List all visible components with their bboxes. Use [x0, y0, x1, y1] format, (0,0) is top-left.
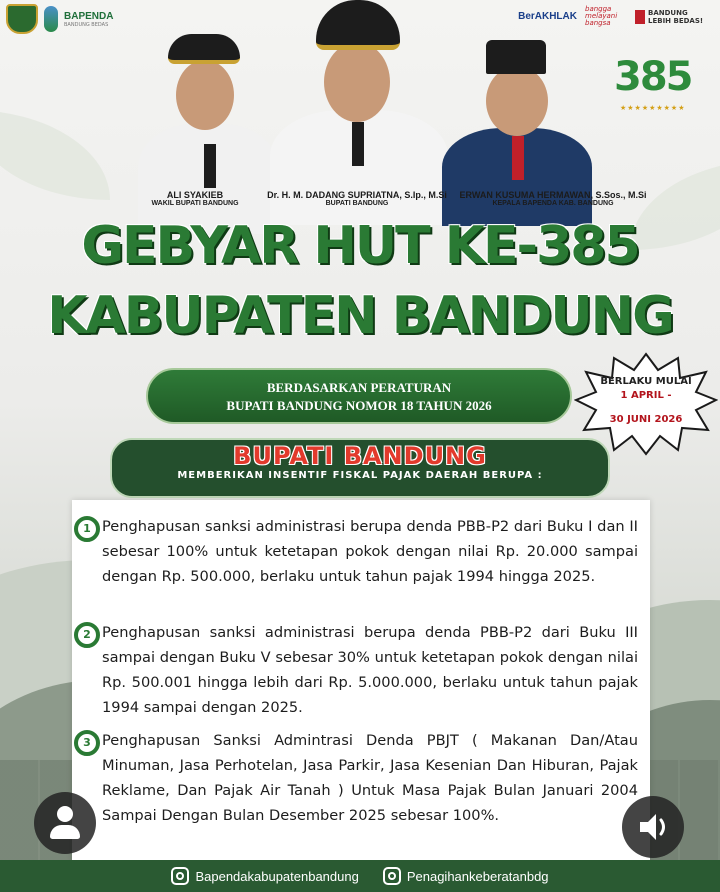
validity-end-date: 30 JUNI 2026	[609, 414, 683, 425]
user-icon	[57, 806, 73, 822]
item-number-badge: 1	[74, 516, 100, 542]
bandung-lebih-bedas-logo: BANDUNG LEBIH BEDAS!	[635, 9, 710, 25]
official-role: BUPATI BANDUNG	[325, 200, 389, 207]
social-handle: Bapendakabupatenbandung	[195, 868, 359, 884]
header-right-logos	[518, 6, 710, 27]
item-number-badge: 2	[74, 622, 100, 648]
anniversary-385-logo	[606, 46, 700, 116]
banner-subheading: MEMBERIKAN INSENTIF FISKAL PAJAK DAERAH BERUPA :	[177, 470, 543, 481]
validity-label: BERLAKU MULAI	[600, 376, 692, 387]
instagram-icon	[383, 867, 401, 885]
footer-bar	[0, 860, 720, 892]
incentive-item: Penghapusan sanksi administrasi berupa denda PBB-P2 dari Buku III sampai dengan Buku V sebesar 30% untuk ketetapan pokok dengan nilai Rp. 500.001 hingga lebih dari Rp. 5.000.000, berlaku untuk tahun pajak 1994 sampai dengan 2025.	[102, 624, 638, 716]
bapenda-tagline: BANDUNG BEDAS	[64, 21, 109, 28]
validity-start-date: 1 APRIL -	[620, 390, 672, 401]
official-name: ALI SYAKIEB	[166, 190, 224, 200]
event-title-line2: KABUPATEN BANDUNG	[47, 286, 673, 346]
official-caption-right	[458, 190, 648, 207]
bapenda-mark-icon	[44, 6, 58, 32]
social-handle: Penagihankeberatanbdg	[406, 868, 549, 884]
incentive-item: Penghapusan Sanksi Admintrasi Denda PBJT ( Makanan Dan/Atau Minuman, Jasa Perhotelan, Jasa Parkir, Jasa Kesenian Dan Hiburan, Pajak Reklame, Dan Pajak Air Tanah ) Untuk Masa Pajak Bulan Januari 2004 Sampai Dengan Bulan Desember 2025 sebesar 100%.	[102, 732, 638, 824]
profile-button[interactable]	[34, 792, 96, 854]
leaf-decoration	[0, 110, 110, 200]
banner-heading: BUPATI BANDUNG	[233, 442, 487, 470]
regulation-line1: BERDASARKAN PERATURAN	[266, 380, 452, 395]
bandung-crest-logo	[6, 4, 38, 34]
official-caption-left	[130, 190, 260, 207]
incentive-item: Penghapusan sanksi administrasi berupa denda PBB-P2 dari Buku I dan II sebesar 100% untuk ketetapan pokok dengan nilai Rp. 20.000 sampai dengan Rp. 500.000, berlaku untuk tahun pajak 1994 hingga 2025.	[102, 518, 638, 585]
social-account-2[interactable]	[383, 867, 549, 885]
bapenda-logo: BAPENDA	[64, 10, 114, 22]
official-name: ERWAN KUSUMA HERMAWAN, S.Sos., M.Si	[459, 190, 647, 200]
incentive-card	[72, 500, 650, 860]
official-role: KEPALA BAPENDA KAB. BANDUNG	[492, 200, 614, 207]
stars-icon: ★★★★★★★★★	[620, 104, 686, 112]
speaker-icon	[622, 796, 684, 858]
bupati-banner	[110, 438, 610, 498]
anniversary-number: 385	[614, 54, 692, 100]
instagram-icon	[171, 867, 189, 885]
berakhlak-logo: BerAKHLAK	[518, 11, 577, 22]
official-role: WAKIL BUPATI BANDUNG	[151, 200, 239, 207]
regulation-line2: BUPATI BANDUNG NOMOR 18 TAHUN 2026	[226, 398, 492, 413]
item-number-badge: 3	[74, 730, 100, 756]
official-caption-center	[262, 190, 452, 207]
social-account-1[interactable]	[171, 867, 358, 885]
sound-toggle-button[interactable]	[622, 796, 684, 858]
bangga-melayani-logo: bangga melayani bangsa	[585, 5, 618, 27]
bedas-mark-icon	[635, 10, 645, 24]
event-title-line1: GEBYAR HUT KE-385	[81, 216, 639, 276]
regulation-pill	[146, 368, 572, 424]
header-left-logos	[6, 4, 113, 34]
official-name: Dr. H. M. DADANG SUPRIATNA, S.Ip., M.Si	[267, 190, 447, 200]
